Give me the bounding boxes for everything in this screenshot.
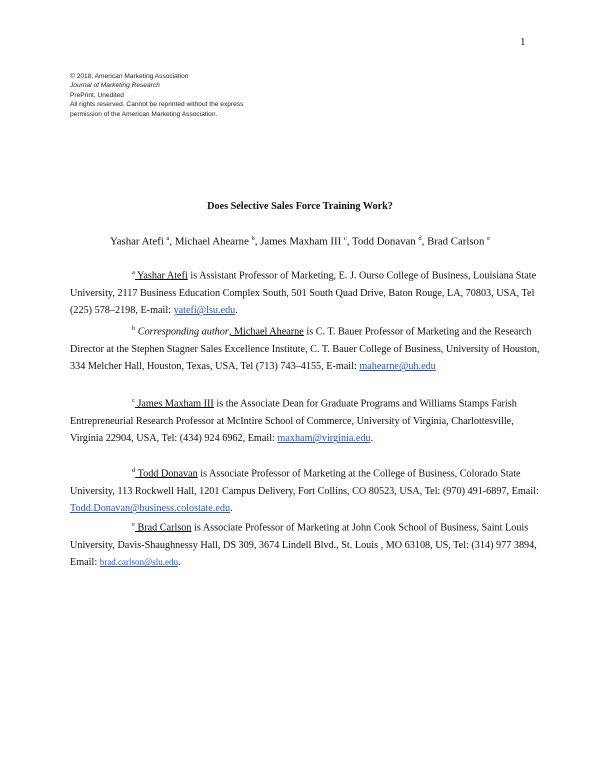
affiliation-author: James Maxham III [134,398,214,410]
affiliation-author: Yashar Atefi [134,270,188,282]
journal-name: Journal of Marketing Research [70,82,160,90]
affiliation-b [70,320,540,376]
author-mark: b [251,235,255,242]
affiliation-author: Brad Carlson [134,522,192,534]
email-link[interactable]: brad.carlson@slu.edu [99,557,178,568]
affiliation-text: is Associate Professor of Marketing at the College of Business, Colorado State University, 113 Rockwell Hall, 1201 Campus Delivery, Fort Collins, CO 80523, USA, Tel: (970) 491-6897, Email: [70,468,539,497]
page-number: 1 [520,36,526,48]
affiliation-author: Todd Donavan [135,468,198,480]
affiliation-text: is Associate Professor of Marketing at John Cook School of Business, Saint Louis University, Davis-Shaughnessy Hall, DS 309, 3674 Lindell Blvd., St. Louis , MO 63108, US, Tel: (314) 977 3894, Email: [70,522,537,569]
author-name: Todd Donavan [352,235,416,248]
author-mark: e [487,235,490,242]
author-name: Brad Carlson [427,235,485,248]
email-link[interactable]: Todd.Donavan@business.colostate.edu [70,503,231,515]
affiliation-end: . [178,557,181,569]
corresponding-label: Corresponding author [135,326,229,338]
preprint-label: PrePrint, Unedited [70,91,124,99]
affiliation-end: . [235,305,238,317]
email-link[interactable]: yatefi@lsu.edu [173,305,236,317]
author-list: Yashar Atefi $^a$, Michael Ahearne $^b$, James Maxham III $^c$, Todd Donavan $^d$, Brad Carlson $^e$ [110,235,490,248]
paper-title: Does Selective Sales Force Training Work? [207,201,393,212]
author-name: Yashar Atefi [110,235,164,248]
author-name: Michael Ahearne [174,235,249,248]
affiliation-text: is C. T. Bauer Professor of Marketing and the Research Director at the Stephen Stagner Sales Excellence Institute, C. T. Bauer College of Business, University of Houston, 334 Melcher Hall, Houston, Texas, USA, Tel (713) 743–4155, E-mail: [70,326,540,373]
affiliation-author: , Michael Ahearne [228,326,304,338]
copyright-line: © 2018, American Marketing Association [70,73,189,80]
email-link[interactable]: mahearne@uh.edu [359,361,436,373]
rights-line: All rights reserved. Cannot be reprinted without the express [70,101,244,109]
copyright-notice [70,72,243,119]
author-mark: c [343,235,347,242]
affiliation-mark: e [132,521,135,528]
affiliation-text: is Assistant Professor of Marketing, E. J. Ourso College of Business, Louisiana State University, 2117 Business Education Complex South, 501 South Quad Drive, Baton Rouge, LA, 70803, USA, Tel (225) 578–2198, E-mail: [70,270,537,317]
email-link[interactable]: maxham@virginia.edu [277,433,371,445]
affiliation-a [70,264,540,320]
affiliation-c [70,392,540,448]
affiliation-d [70,462,540,518]
affiliation-e [70,516,540,572]
affiliation-text: is the Associate Dean for Graduate Programs and Williams Stamps Farish Entrepreneurial Research Professor at McIntire School of Commerce, University of Virginia, Charlottesville, Virginia 22904, USA, Tel: (434) 924 6962, Email: [70,398,517,445]
affiliation-mark: d [132,467,136,474]
affiliation-end: . [230,503,233,515]
author-mark: a [166,235,170,242]
permission-line: permission of the American Marketing Association. [70,110,218,118]
affiliation-mark: b [132,325,136,332]
affiliation-end: . [370,433,374,445]
author-name: James Maxham III [260,235,342,248]
author-mark: d [418,235,422,242]
affiliation-mark: a [132,269,135,276]
affiliation-mark: c [132,397,135,404]
